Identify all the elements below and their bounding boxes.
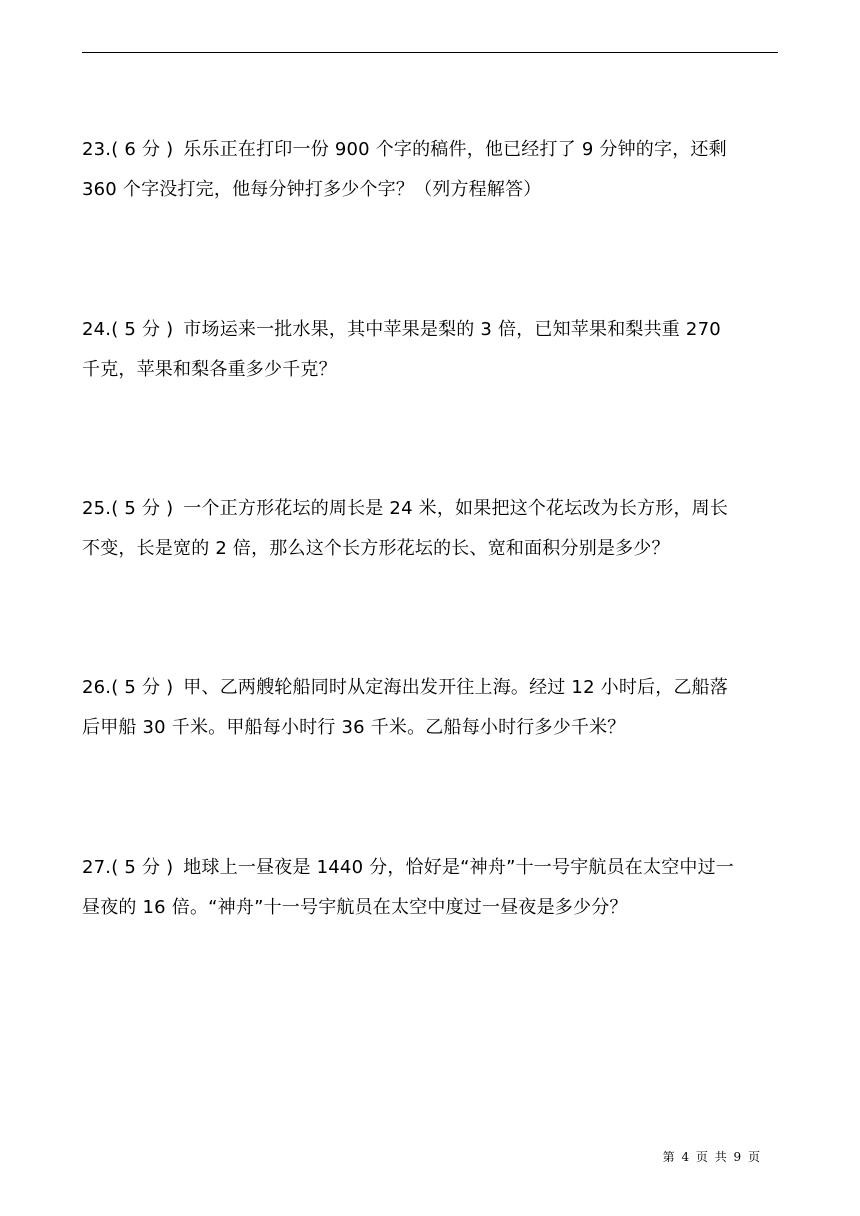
question-number: 27.: [82, 857, 112, 878]
question-score: ( 6 分 ): [111, 139, 174, 160]
question-27: [82, 848, 780, 928]
page-number: 第 4 页 共 9 页: [662, 1150, 760, 1164]
question-text: 甲、乙两艘轮船同时从定海出发开往上海。经过 12 小时后，乙船落: [183, 677, 729, 698]
question-23: [82, 130, 780, 210]
question-number: 26.: [82, 677, 112, 698]
question-score: ( 5 分 ): [111, 498, 174, 519]
question-text: 地球上一昼夜是 1440 分，恰好是“神舟”十一号宇航员在太空中过一: [183, 857, 734, 878]
question-text-continued: 千克，苹果和梨各重多少千克？: [82, 359, 337, 380]
question-text-continued: 360 个字没打完，他每分钟打多少个字？（列方程解答）: [82, 179, 542, 200]
question-score: ( 5 分 ): [111, 677, 174, 698]
question-first-line: [82, 668, 780, 708]
question-number: 23.: [82, 139, 112, 160]
header-rule: [82, 52, 778, 53]
question-text: 市场运来一批水果，其中苹果是梨的 3 倍，已知苹果和梨共重 270: [183, 319, 721, 340]
question-24: [82, 310, 780, 390]
question-first-line: [82, 310, 780, 350]
question-text-continued: 不变，长是宽的 2 倍，那么这个长方形花坛的长、宽和面积分别是多少？: [82, 538, 670, 559]
question-26: [82, 668, 780, 748]
question-number: 24.: [82, 319, 112, 340]
question-text: 乐乐正在打印一份 900 个字的稿件，他已经打了 9 分钟的字，还剩: [183, 139, 727, 160]
question-first-line: [82, 848, 780, 888]
question-first-line: [82, 489, 780, 529]
question-25: [82, 489, 780, 569]
question-score: ( 5 分 ): [111, 319, 174, 340]
question-text-continued: 后甲船 30 千米。甲船每小时行 36 千米。乙船每小时行多少千米？: [82, 717, 626, 738]
question-text: 一个正方形花坛的周长是 24 米，如果把这个花坛改为长方形，周长: [183, 498, 729, 519]
question-score: ( 5 分 ): [111, 857, 174, 878]
question-number: 25.: [82, 498, 112, 519]
question-text-continued: 昼夜的 16 倍。“神舟”十一号宇航员在太空中度过一昼夜是多少分？: [82, 897, 628, 918]
question-first-line: [82, 130, 780, 170]
